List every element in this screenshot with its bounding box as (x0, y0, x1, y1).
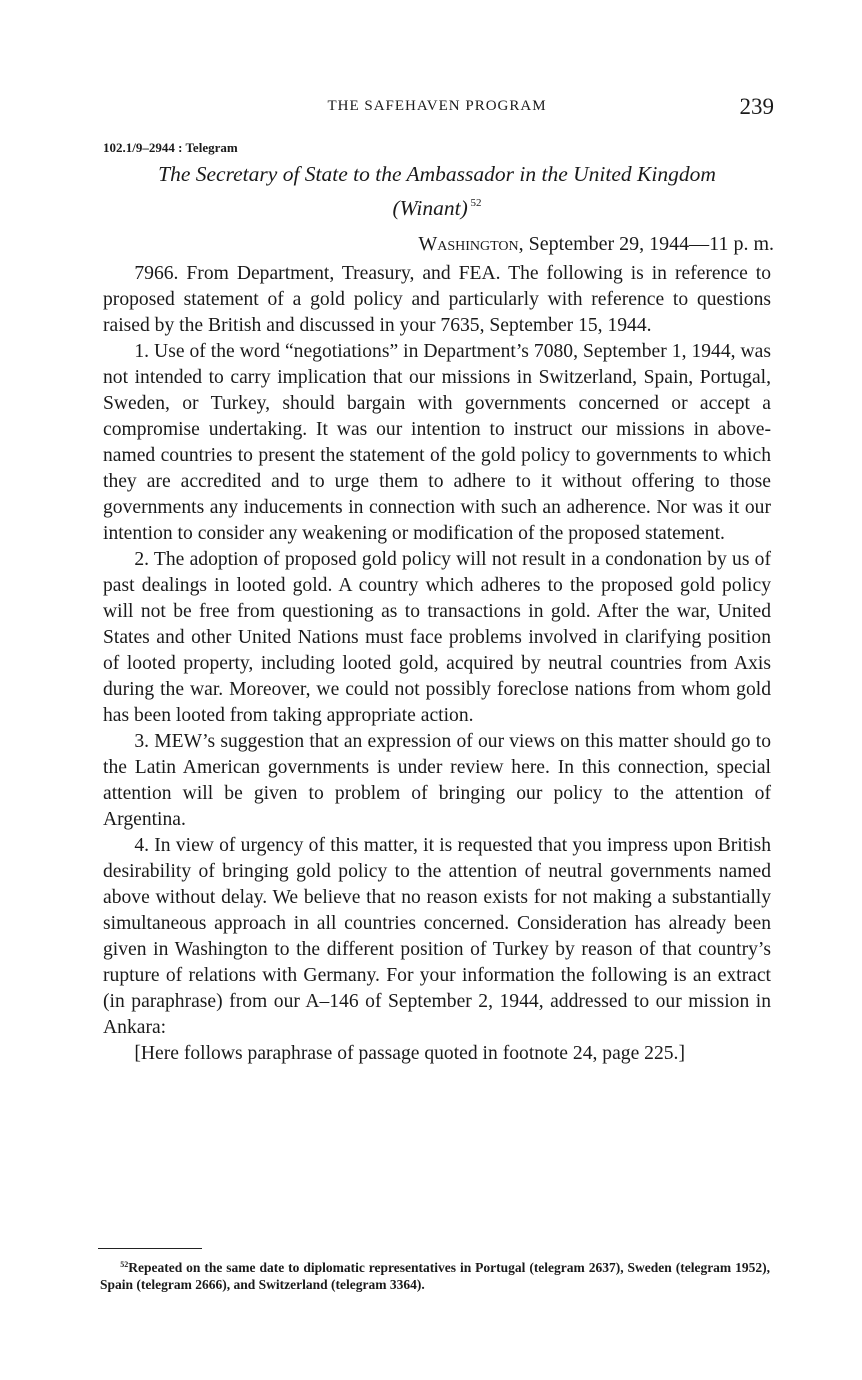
paragraph-editorial-note: [Here follows paraphrase of passage quoted in footnote 24, page 225.] (134, 1043, 685, 1064)
heading-line-2: (Winant) (392, 196, 468, 220)
footnote (100, 1256, 770, 1293)
dateline-place: Washington (418, 233, 519, 255)
telegram-body (103, 261, 771, 1067)
heading-line-2-wrap (103, 189, 771, 223)
dateline-date: , September 29, 1944—11 p. m. (518, 233, 774, 255)
paragraph-2: 2. The adoption of proposed gold policy will not result in a condonation by us of past dealings in looted gold. A country which adheres to the proposed gold policy will not be free from questioning as to transactions in gold. After the war, United States and other United Nations must face problems involved in clarifying position of looted property, including looted gold, acquired by neutral countries from Axis during the war. Moreover, we could not possibly foreclose nations from whom gold has been looted from taking appropriate action. (103, 549, 771, 726)
paragraph-3: 3. MEW’s suggestion that an expression of our views on this matter should go to the Latin American governments is under review here. In this connection, special attention will be given to problem of bringing our policy to the attention of Argentina. (103, 731, 771, 830)
page-number: 239 (739, 94, 774, 119)
footnote-number: 52 (120, 1260, 129, 1269)
footnote-text: Repeated on the same date to diplomatic representatives in Portugal (telegram 2637), Sweden (telegram 1952), Spain (telegram 2666), and Switzerland (telegram 3364). (100, 1260, 770, 1292)
paragraph-intro: 7966. From Department, Treasury, and FEA. The following is in reference to proposed statement of a gold policy and particularly with reference to questions raised by the British and discussed in your 7635, September 15, 1944. (103, 263, 771, 336)
running-head (100, 94, 774, 124)
dateline (418, 233, 774, 256)
heading-footnote-ref: 52 (470, 197, 482, 209)
footnote-rule (98, 1248, 202, 1249)
running-title: THE SAFEHAVEN PROGRAM (327, 98, 547, 114)
heading-line-1: The Secretary of State to the Ambassador in the United Kingdom (158, 162, 716, 186)
paragraph-4: 4. In view of urgency of this matter, it is requested that you impress upon British desirability of bringing gold policy to the attention of neutral governments named above without delay. We believe that no reason exists for not making a substantially simultaneous approach in all countries concerned. Consideration has already been given in Washington to the different position of Turkey by reason of that country’s rupture of relations with Germany. For your information the following is an extract (in paraphrase) from our A–146 of September 2, 1944, addressed to our mission in Ankara: (103, 835, 771, 1038)
file-reference: 102.1/9–2944 : Telegram (103, 140, 238, 155)
document-heading (103, 160, 771, 223)
paragraph-1: 1. Use of the word “negotiations” in Department’s 7080, September 1, 1944, was not intended to carry implication that our missions in Switzerland, Spain, Portugal, Sweden, or Turkey, should bargain with governments concerned or accept a compromise undertaking. It was our intention to instruct our missions in above-named countries to present the statement of the gold policy to governments to which they are accredited and to urge them to adhere to it without offering to those governments any inducements in connection with such an adherence. Nor was it our intention to consider any weakening or modification of the proposed statement. (103, 341, 771, 544)
